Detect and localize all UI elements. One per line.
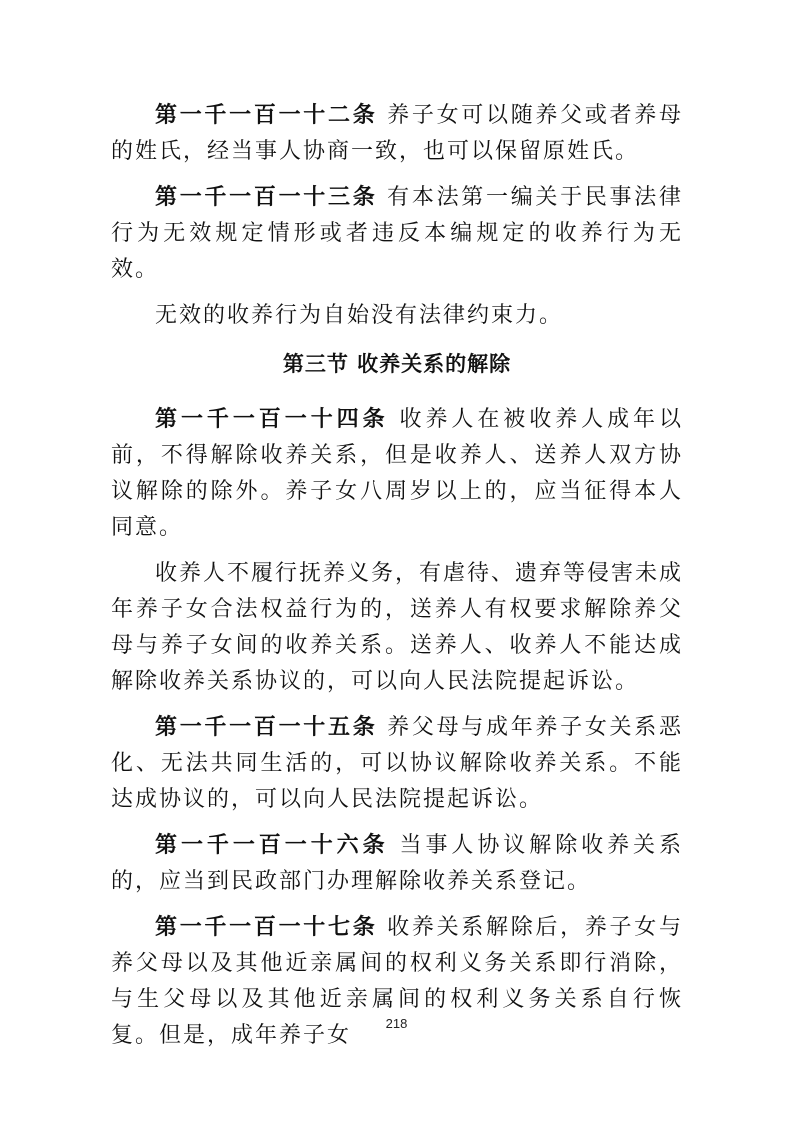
clause-text: 收养人不履行抚养义务，有虐待、遗弃等侵害未成年养子女合法权益行为的，送养人有权要求解除养父母与养子女间的收养关系。送养人、收养人不能达成解除收养关系协议的，可以向人民法院提起诉讼。 — [111, 561, 684, 694]
article-1117 — [111, 910, 683, 1054]
article-number: 第一千一百一十三条 — [155, 185, 378, 210]
article-1115 — [111, 710, 683, 818]
article-text: 收养关系解除后，养子女与养父母以及其他近亲属间的权利义务关系即行消除，与生父母以及其他近亲属间的权利义务关系自行恢复。但是，成年养子女 — [111, 915, 683, 1048]
article-1116 — [111, 828, 683, 900]
section-title: 第三节 收养关系的解除 — [282, 352, 512, 376]
article-number: 第一千一百一十二条 — [155, 103, 378, 128]
page-number: 218 — [385, 1016, 408, 1031]
article-1113 — [111, 180, 683, 288]
article-number: 第一千一百一十六条 — [155, 833, 389, 858]
article-number: 第一千一百一十四条 — [155, 407, 389, 432]
article-text: 收养人在被收养人成年以前，不得解除收养关系，但是收养人、送养人双方协议解除的除外。养子女八周岁以上的，应当征得本人同意。 — [111, 407, 683, 540]
article-1114 — [111, 402, 683, 546]
article-number: 第一千一百一十五条 — [155, 715, 378, 740]
article-1113-clause-2 — [111, 298, 683, 334]
article-text: 养子女可以随养父或者养母的姓氏，经当事人协商一致，也可以保留原姓氏。 — [111, 103, 683, 164]
clause-text: 无效的收养行为自始没有法律约束力。 — [155, 303, 564, 328]
article-text: 有本法第一编关于民事法律行为无效规定情形或者违反本编规定的收养行为无效。 — [111, 185, 683, 282]
article-1112 — [111, 98, 683, 170]
article-text: 当事人协议解除收养关系的，应当到民政部门办理解除收养关系登记。 — [111, 833, 683, 894]
article-text: 养父母与成年养子女关系恶化、无法共同生活的，可以协议解除收养关系。不能达成协议的，可以向人民法院提起诉讼。 — [111, 715, 683, 812]
article-1114-clause-2 — [111, 556, 683, 700]
page-body — [111, 98, 683, 1064]
article-number: 第一千一百一十七条 — [155, 915, 378, 940]
